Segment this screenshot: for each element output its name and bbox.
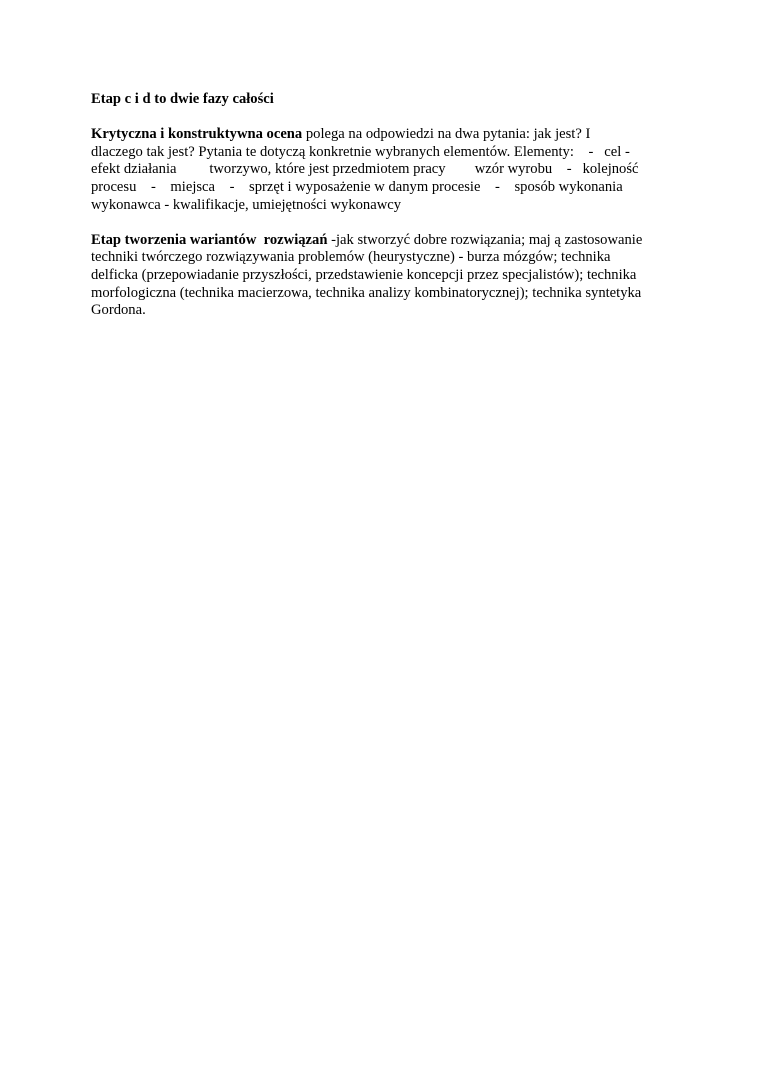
paragraph-line: Gordona. [91,302,146,319]
paragraph-line: procesu - miejsca - sprzęt i wyposażenie w danym procesie - sposób wykonania [91,178,623,195]
bold-term: Etap tworzenia wariantów rozwiązań [91,231,328,248]
paragraph-line: techniki twórczego rozwiązywania problemów (heurystyczne) - burza mózgów; technika [91,249,611,266]
paragraph-line [91,126,677,144]
line-text: polega na odpowiedzi na dwa pytania: jak jest? I [302,126,591,143]
paragraph-line: delficka (przepowiadanie przyszłości, przedstawienie koncepcji przez specjalistów); technika [91,266,637,283]
paragraph-line: dlaczego tak jest? Pytania te dotyczą konkretnie wybranych elementów. Elementy: - cel - [91,143,630,160]
line-text: -jak stworzyć dobre rozwiązania; maj ą zastosowanie [327,231,643,248]
paragraph-critical-evaluation [91,126,677,214]
bold-term: Krytyczna i konstruktywna ocena [91,126,303,143]
document-heading: Etap c i d to dwie fazy całości [91,91,274,107]
paragraph-line [91,232,677,250]
paragraph-line: efekt działania tworzywo, które jest przedmiotem pracy wzór wyrobu - kolejność [91,161,639,178]
paragraph-line: morfologiczna (technika macierzowa, technika analizy kombinatorycznej); technika syntetyka [91,284,642,301]
paragraph-line: wykonawca - kwalifikacje, umiejętności wykonawcy [91,196,402,213]
paragraph-variant-creation [91,232,677,320]
document-body [91,91,677,320]
